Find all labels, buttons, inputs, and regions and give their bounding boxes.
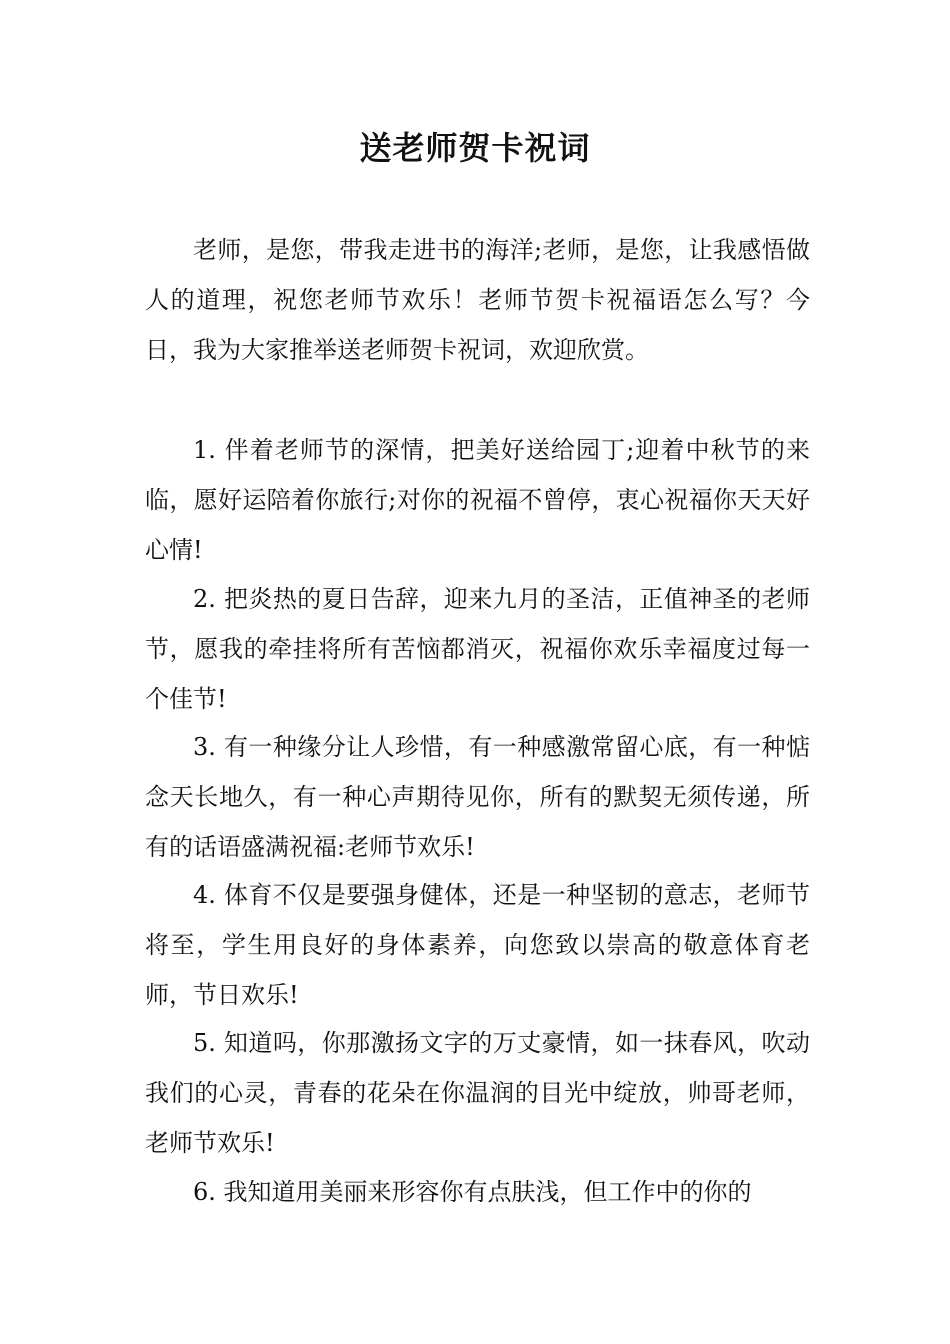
- greeting-item-6: 6. 我知道用美丽来形容你有点肤浅，但工作中的你的: [193, 1178, 752, 1206]
- greeting-item-4: 4. 体育不仅是要强身健体，还是一种坚韧的意志，老师节将至，学生用良好的身体素养，向您致以崇高的敬意体育老师，节日欢乐!: [145, 881, 810, 1009]
- greeting-item-1: 1. 伴着老师节的深情，把美好送给园丁;迎着中秋节的来临，愿好运陪着你旅行;对你的祝福不曾停，衷心祝福你天天好心情!: [145, 436, 810, 564]
- greeting-item-2: 2. 把炎热的夏日告辞，迎来九月的圣洁，正值神圣的老师节，愿我的牵挂将所有苦恼都消灭，祝福你欢乐幸福度过每一个佳节!: [145, 585, 810, 713]
- greeting-item-5: 5. 知道吗，你那激扬文字的万丈豪情，如一抹春风，吹动我们的心灵，青春的花朵在你温润的目光中绽放，帅哥老师，老师节欢乐!: [145, 1029, 810, 1157]
- intro-paragraph: 老师，是您，带我走进书的海洋;老师，是您，让我感悟做人的道理，祝您老师节欢乐！老师节贺卡祝福语怎么写？今日，我为大家推举送老师贺卡祝词，欢迎欣赏。: [145, 236, 810, 364]
- page-title: 送老师贺卡祝词: [359, 129, 591, 167]
- greeting-item-3: 3. 有一种缘分让人珍惜，有一种感激常留心底，有一种惦念天长地久，有一种心声期待见你，所有的默契无须传递，所有的话语盛满祝福:老师节欢乐!: [145, 733, 810, 861]
